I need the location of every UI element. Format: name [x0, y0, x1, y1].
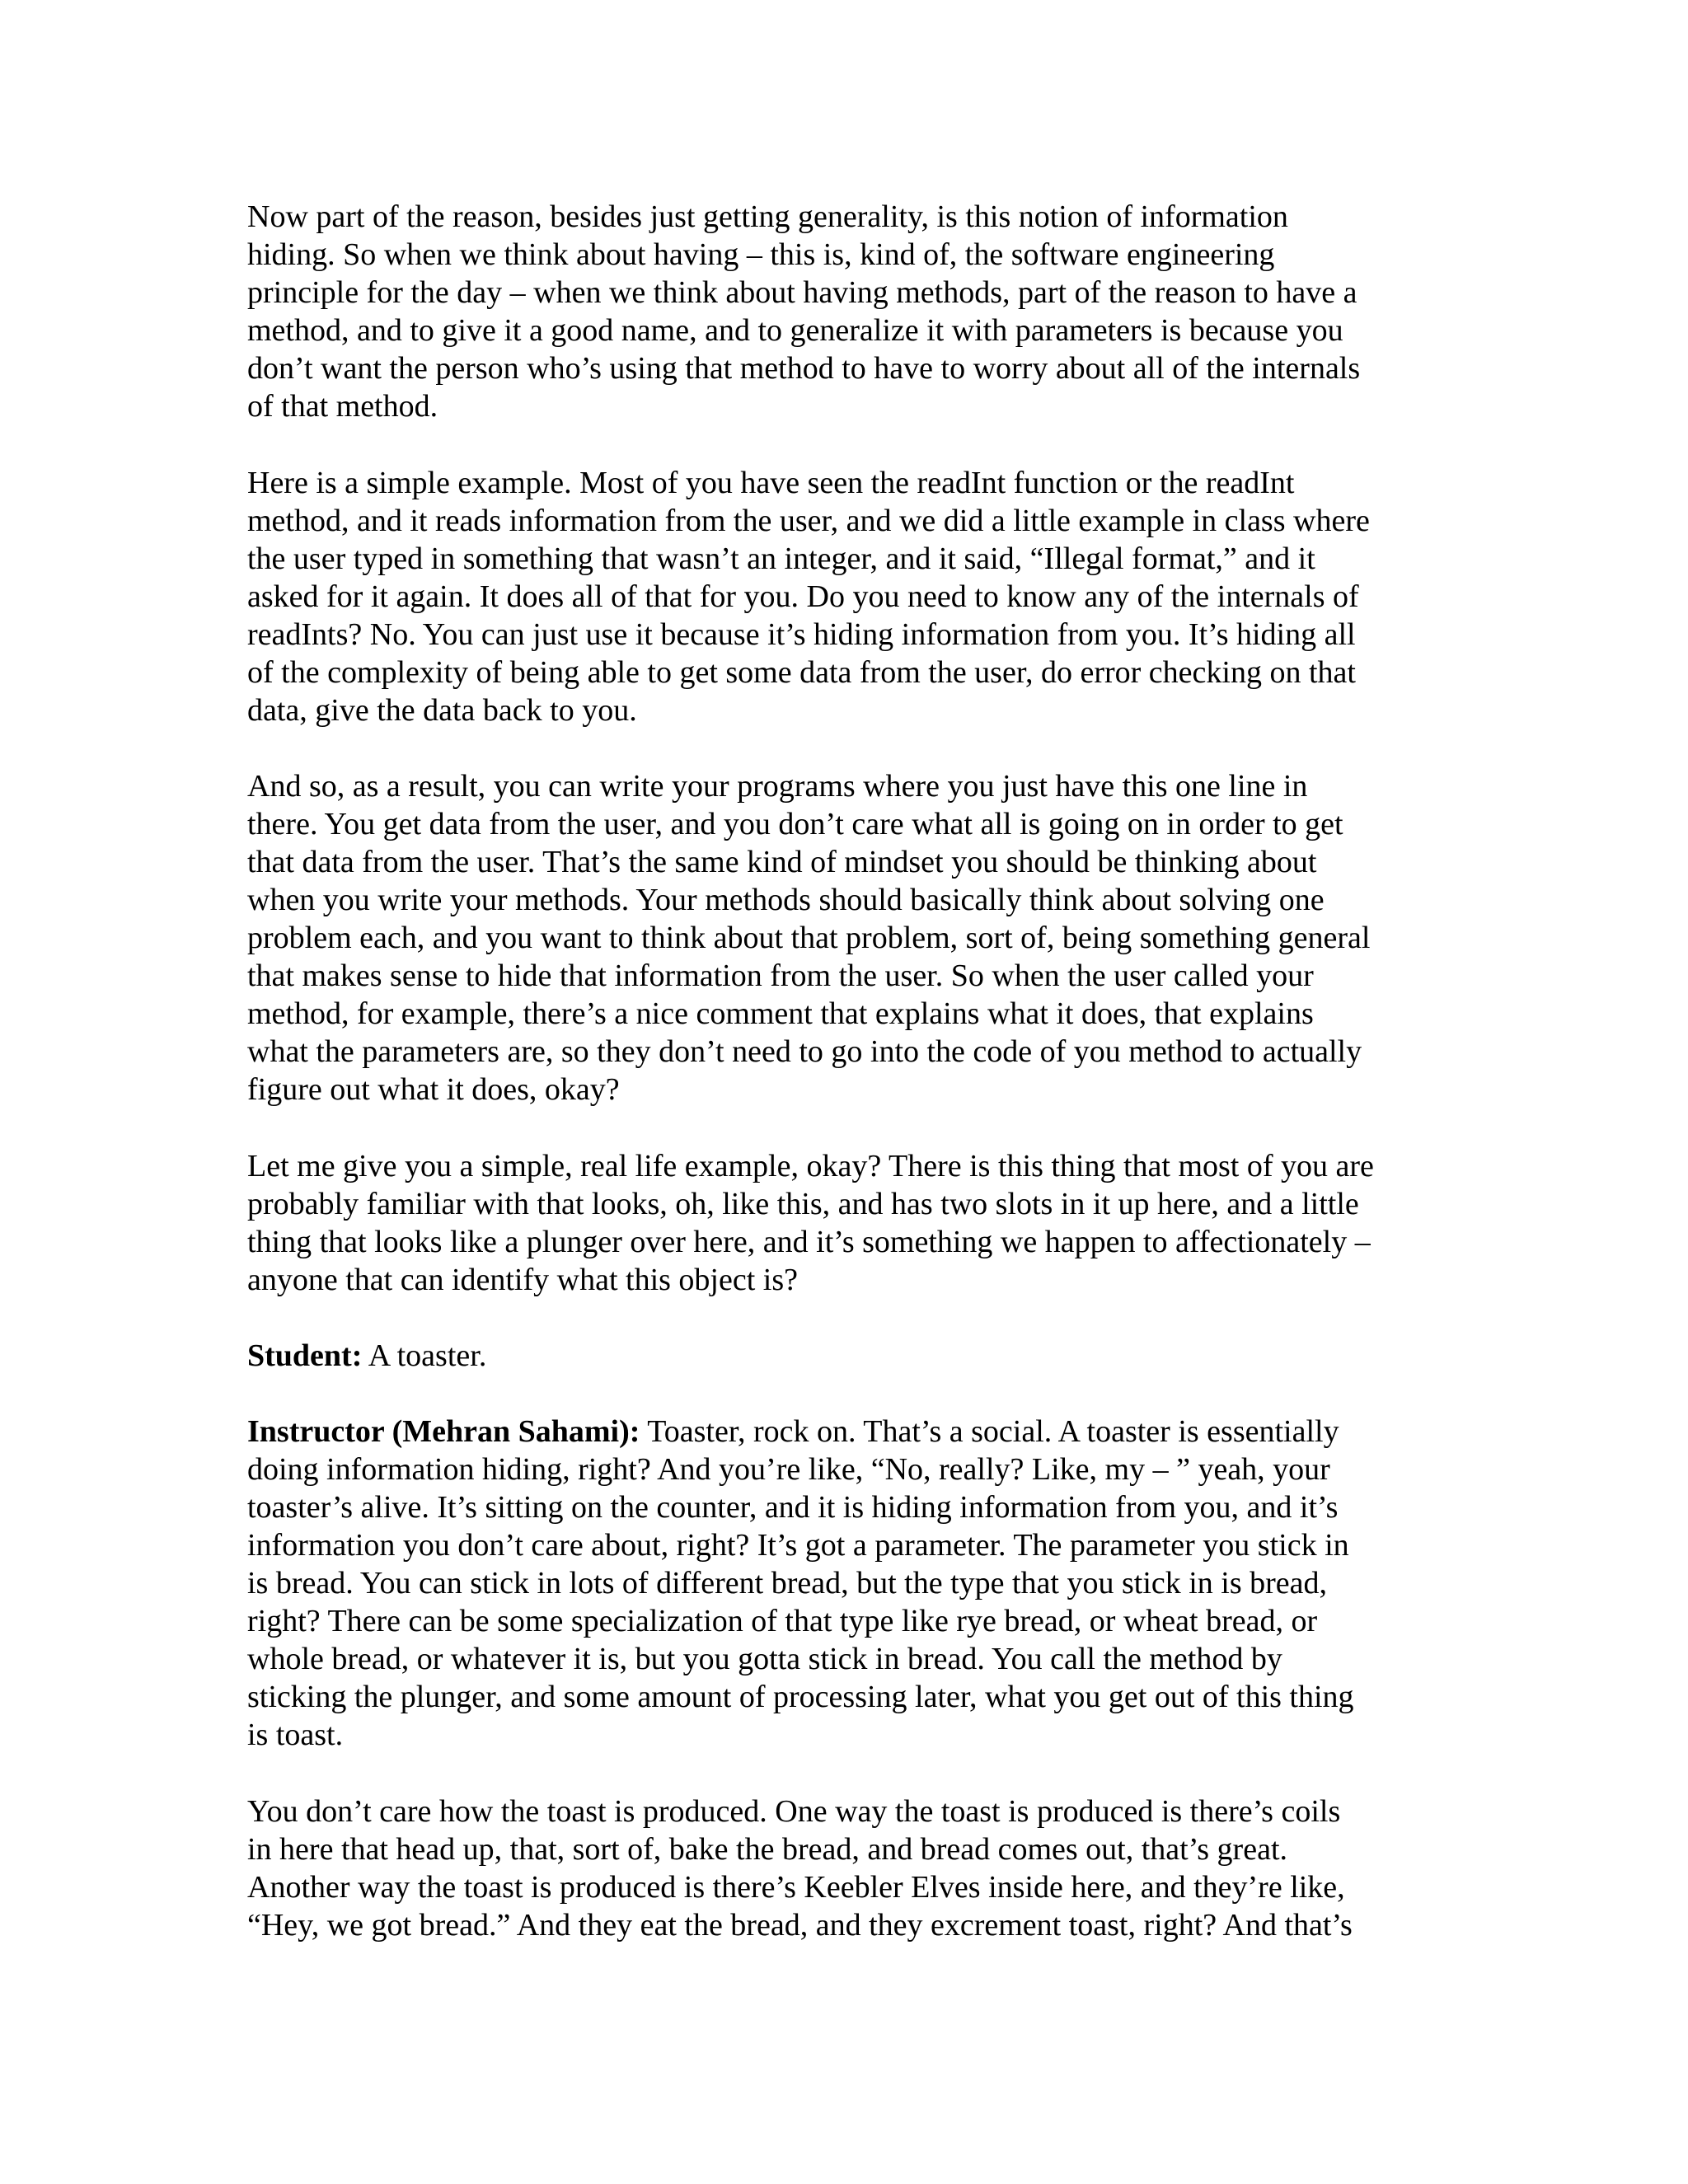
paragraph-4-line-3: thing that looks like a plunger over here, and it’s something we happen to affectionately – [247, 1225, 1371, 1259]
paragraph-1-line-3: principle for the day – when we think about having methods, part of the reason to have a [247, 275, 1357, 310]
instructor-line-4: information you don’t care about, right? It’s got a parameter. The parameter you stick in [247, 1528, 1349, 1563]
paragraph-3-line-2: there. You get data from the user, and you don’t care what all is going on in order to get [247, 807, 1343, 841]
instructor-line-2: doing information hiding, right? And you’re like, “No, really? Like, my – ” yeah, your [247, 1452, 1330, 1487]
instructor-line-6: right? There can be some specialization of that type like rye bread, or wheat bread, or [247, 1604, 1318, 1638]
paragraph-4-line-4: anyone that can identify what this object is? [247, 1263, 798, 1297]
paragraph-3-line-4: when you write your methods. Your methods should basically think about solving one [247, 883, 1325, 917]
paragraph-7-line-1: You don’t care how the toast is produced. One way the toast is produced is there’s coils [247, 1794, 1341, 1829]
paragraph-2-line-7: data, give the data back to you. [247, 693, 637, 728]
paragraph-2-line-3: the user typed in something that wasn’t an integer, and it said, “Illegal format,” and it [247, 541, 1315, 576]
paragraph-2-line-1: Here is a simple example. Most of you have seen the readInt function or the readInt [247, 466, 1295, 500]
paragraph-4-line-1: Let me give you a simple, real life example, okay? There is this thing that most of you are [247, 1149, 1374, 1183]
instructor-line-3: toaster’s alive. It’s sitting on the counter, and it is hiding information from you, and it’s [247, 1490, 1339, 1525]
instructor-line-8: sticking the plunger, and some amount of processing later, what you get out of this thing [247, 1680, 1354, 1714]
paragraph-7-line-4: “Hey, we got bread.” And they eat the bread, and they excrement toast, right? And that’s [247, 1908, 1353, 1943]
paragraph-3-line-8: what the parameters are, so they don’t need to go into the code of you method to actually [247, 1034, 1362, 1069]
speaker-label-student: Student: [247, 1338, 363, 1373]
paragraph-3-line-9: figure out what it does, okay? [247, 1072, 620, 1107]
instructor-line-9: is toast. [247, 1718, 344, 1752]
paragraph-3-line-7: method, for example, there’s a nice comment that explains what it does, that explains [247, 996, 1314, 1031]
paragraph-1-line-2: hiding. So when we think about having – this is, kind of, the software engineering [247, 237, 1275, 272]
paragraph-2-line-6: of the complexity of being able to get some data from the user, do error checking on that [247, 655, 1356, 690]
instructor-line-1 [247, 1413, 1339, 1451]
paragraph-3-line-5: problem each, and you want to think about that problem, sort of, being something general [247, 921, 1371, 955]
paragraph-7-line-2: in here that head up, that, sort of, bake the bread, and bread comes out, that’s great. [247, 1832, 1287, 1867]
paragraph-4-line-2: probably familiar with that looks, oh, like this, and has two slots in it up here, and a little [247, 1187, 1359, 1221]
paragraph-2-line-4: asked for it again. It does all of that for you. Do you need to know any of the internals of [247, 579, 1359, 614]
paragraph-3-line-3: that data from the user. That’s the same kind of mindset you should be thinking about [247, 845, 1317, 879]
paragraph-7-line-3: Another way the toast is produced is there’s Keebler Elves inside here, and they’re like, [247, 1870, 1345, 1905]
student-response-text: A toaster. [362, 1338, 487, 1373]
paragraph-2-line-5: readInts? No. You can just use it because it’s hiding information from you. It’s hiding all [247, 617, 1356, 652]
paragraph-3-line-1: And so, as a result, you can write your programs where you just have this one line in [247, 769, 1308, 804]
paragraph-1-line-4: method, and to give it a good name, and to generalize it with parameters is because you [247, 313, 1343, 348]
speaker-label-instructor: Instructor (Mehran Sahami): [247, 1414, 640, 1449]
instructor-line-1-text: Toaster, rock on. That’s a social. A toaster is essentially [640, 1414, 1339, 1449]
paragraph-3-line-6: that makes sense to hide that information from the user. So when the user called your [247, 958, 1314, 993]
paragraph-1-line-1: Now part of the reason, besides just getting generality, is this notion of information [247, 199, 1288, 234]
paragraph-1-line-6: of that method. [247, 389, 438, 424]
instructor-line-7: whole bread, or whatever it is, but you gotta stick in bread. You call the method by [247, 1642, 1282, 1676]
instructor-line-5: is bread. You can stick in lots of different bread, but the type that you stick in is bread, [247, 1566, 1328, 1601]
paragraph-2-line-2: method, and it reads information from the user, and we did a little example in class where [247, 504, 1370, 538]
paragraph-1-line-5: don’t want the person who’s using that method to have to worry about all of the internals [247, 351, 1361, 386]
student-response-line [247, 1337, 486, 1375]
